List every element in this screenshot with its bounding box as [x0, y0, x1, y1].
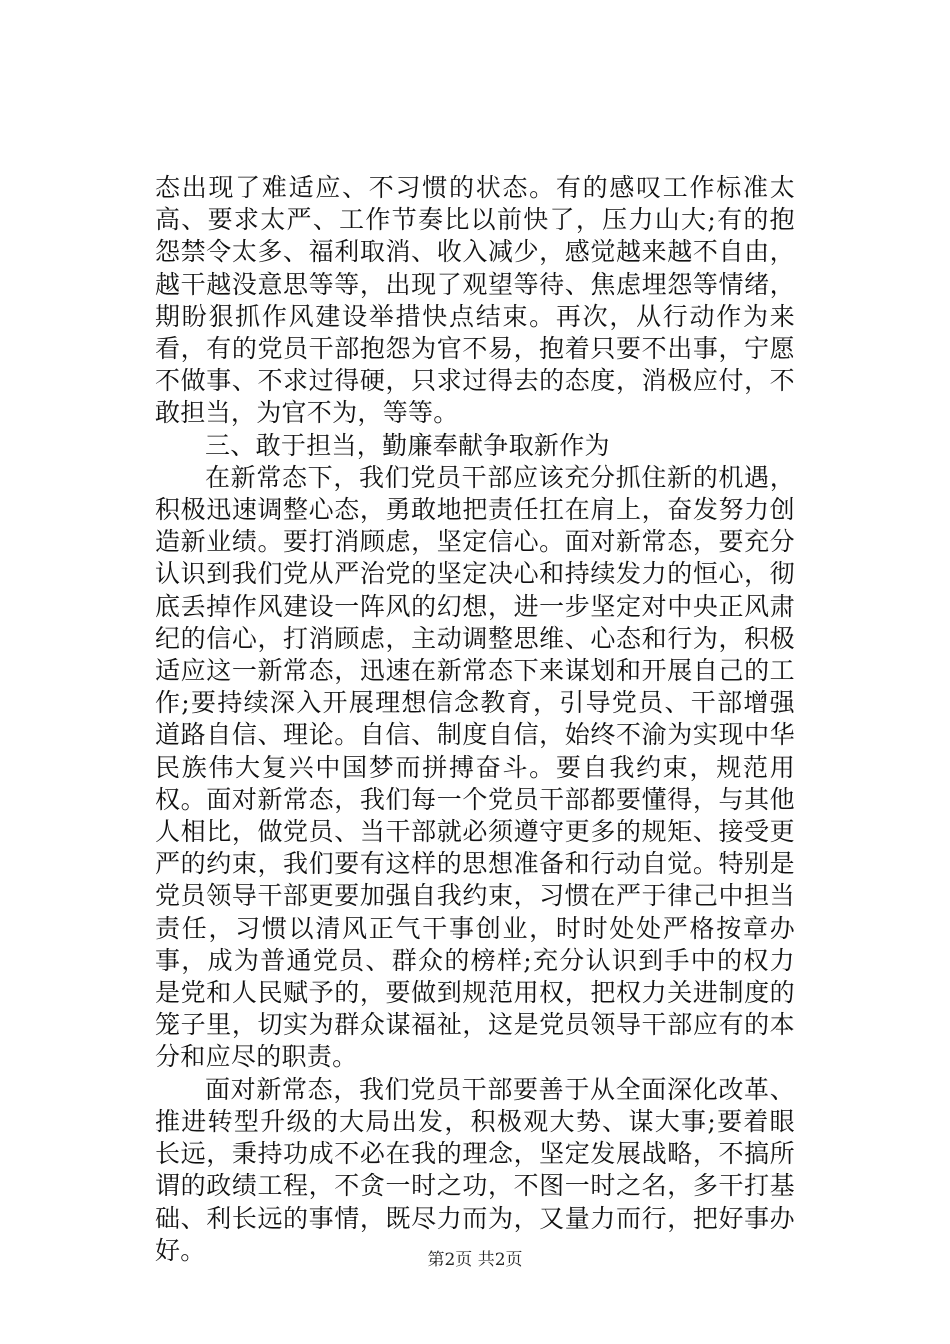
document-body: [155, 172, 795, 1267]
section-heading: 三、敢于担当，勤廉奉献争取新作为: [205, 430, 610, 460]
paragraph-continuation: 态出现了难适应、不习惯的状态。有的感叹工作标准太高、要求太严、工作节奏比以前快了，压力山大;有的抱怨禁令太多、福利取消、收入减少，感觉越来越不自由，越干越没意思等等，出现了观望等待、焦虑埋怨等情绪，期盼狠抓作风建设举措快点结束。再次，从行动作为来看，有的党员干部抱怨为官不易，抱着只要不出事，宁愿不做事、不求过得硬，只求过得去的态度，消极应付，不敢担当，为官不为，等等。: [155, 173, 795, 428]
paragraph: 在新常态下，我们党员干部应该充分抓住新的机遇，积极迅速调整心态，勇敢地把责任扛在肩上，奋发努力创造新业绩。要打消顾虑，坚定信心。面对新常态，要充分认识到我们党从严治党的坚定决心和持续发力的恒心，彻底丢掉作风建设一阵风的幻想，进一步坚定对中央正风肃纪的信心，打消顾虑，主动调整思维、心态和行为，积极适应这一新常态，迅速在新常态下来谋划和开展自己的工作;要持续深入开展理想信念教育，引导党员、干部增强道路自信、理论。自信、制度自信，始终不渝为实现中华民族伟大复兴中国梦而拼搏奋斗。要自我约束，规范用权。面对新常态，我们每一个党员干部都要懂得，与其他人相比，做党员、当干部就必须遵守更多的规矩、接受更严的约束，我们要有这样的思想准备和行动自觉。特别是党员领导干部更要加强自我约束，习惯在严于律己中担当责任，习惯以清风正气干事创业，时时处处严格按章办事，成为普通党员、群众的榜样;充分认识到手中的权力是党和人民赋予的，要做到规范用权，把权力关进制度的笼子里，切实为群众谋福祉，这是党员领导干部应有的本分和应尽的职责。: [155, 462, 795, 1072]
page-number-footer: 第2页 共2页: [427, 1250, 523, 1270]
paragraph: 面对新常态，我们党员干部要善于从全面深化改革、推进转型升级的大局出发，积极观大势、谋大事;要着眼长远，秉持功成不必在我的理念，坚定发展战略，不搞所谓的政绩工程，不贪一时之功，不图一时之名，多干打基础、利长远的事情，既尽力而为，又量力而行，把好事办好。: [155, 1074, 795, 1265]
